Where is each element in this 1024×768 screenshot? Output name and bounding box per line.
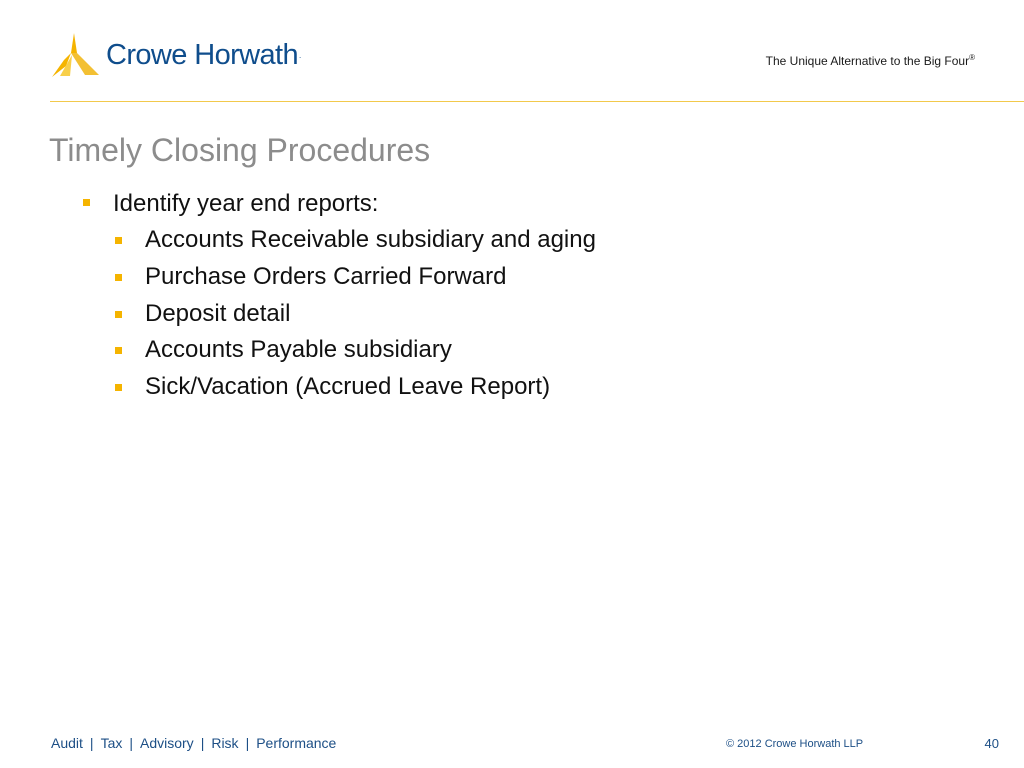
bullet-square-icon <box>115 274 122 281</box>
sub-bullet-text: Accounts Payable subsidiary <box>145 336 452 364</box>
slide-title: Timely Closing Procedures <box>49 132 431 168</box>
sub-bullet-text: Purchase Orders Carried Forward <box>145 262 507 290</box>
logo-wordmark: Crowe Horwath <box>106 38 299 71</box>
footer-separator: | <box>245 735 250 751</box>
bullet-square-icon <box>115 347 122 354</box>
footer-service-lines <box>51 735 336 751</box>
bullet-list <box>80 186 596 406</box>
sub-bullet-item <box>80 332 596 369</box>
sub-bullet-text: Sick/Vacation (Accrued Leave Report) <box>145 373 551 401</box>
tagline-text: The Unique Alternative to the Big Four <box>765 54 970 68</box>
bullet-text: Identify year end reports: <box>113 190 379 217</box>
registered-mark: ® <box>969 53 975 62</box>
footer-performance: Performance <box>256 735 337 751</box>
sub-bullet-item <box>80 296 596 333</box>
sub-bullet-item <box>80 369 596 406</box>
footer-advisory: Advisory <box>140 735 194 751</box>
company-logo <box>50 32 301 78</box>
sub-bullet-item <box>80 259 596 296</box>
sub-bullet-item <box>80 222 596 259</box>
sub-bullet-text: Accounts Receivable subsidiary and aging <box>145 226 596 253</box>
footer-audit: Audit <box>51 735 83 751</box>
bullet-square-icon <box>115 384 122 391</box>
copyright-notice: © 2012 Crowe Horwath LLP <box>726 738 864 750</box>
footer-separator: | <box>200 735 205 751</box>
bullet-square-icon <box>115 237 122 244</box>
footer-tax: Tax <box>100 735 123 751</box>
header-divider <box>50 101 1024 102</box>
footer-separator: | <box>89 735 94 751</box>
page-number: 40 <box>984 736 999 751</box>
logo-registered-mark: . <box>299 50 302 60</box>
bullet-square-icon <box>115 311 122 318</box>
footer-risk: Risk <box>211 735 239 751</box>
header-tagline <box>766 53 975 68</box>
crowe-logo-icon <box>50 32 100 78</box>
bullet-item <box>80 186 596 222</box>
bullet-square-icon <box>83 199 90 206</box>
sub-bullet-text: Deposit detail <box>145 299 291 327</box>
footer-separator: | <box>129 735 133 751</box>
